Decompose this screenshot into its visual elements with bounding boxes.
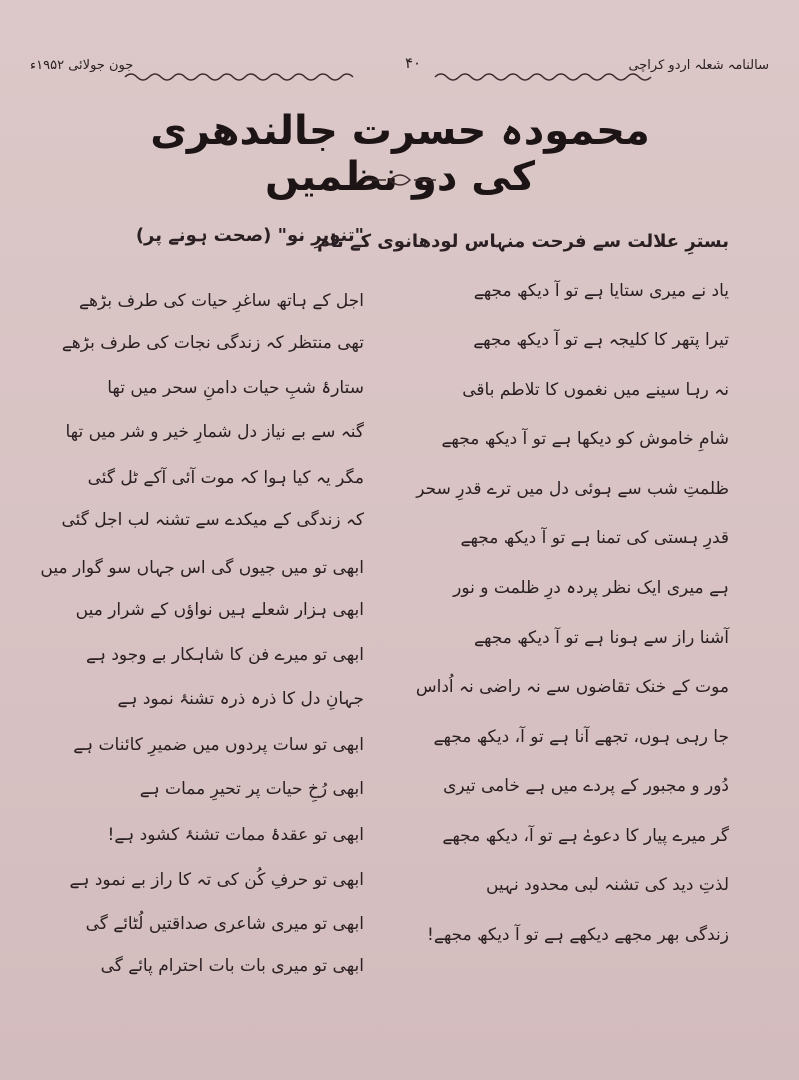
poem-right [317,215,729,1055]
poem-line: مگر یہ کیا ہوا کہ موت آئی آکے ٹل گئی [87,468,364,488]
page-number: ۴۰ [405,54,422,72]
running-head [30,54,769,88]
poem-line: ظلمتِ شب سے ہوئی دل میں ترے قدرِ سحر [416,479,729,499]
poem-line: کہ زندگی کے میکدے سے تشنہ لب اجل گئی [61,510,364,530]
running-head-date: جون جولائی ۱۹۵۲ء [30,58,134,73]
poem-line: ہے میری ایک نظر پردہ درِ ظلمت و نور [453,578,729,598]
poem-left [34,215,364,1055]
poem-line: جا رہی ہوں، تجھے آنا ہے تو آ، دیکھ مجھے [433,727,729,747]
poem-left-heading: "تنویرِ نو" (صحت ہونے پر) [135,225,364,246]
poem-line: ابھی تو میری بات بات احترام پائے گی [100,956,364,976]
poem-line: یاد نے میری ستایا ہے تو آ دیکھ مجھے [473,281,729,301]
poem-line: گنہ سے بے نیاز دل شمارِ خیر و شر میں تھا [65,422,364,442]
poem-line: نہ رہا سینے میں نغموں کا تلاطم باقی [462,380,729,400]
poem-line: قدرِ ہستی کی تمنا ہے تو آ دیکھ مجھے [460,528,729,548]
poem-line: ابھی تو میں جیوں گی اس جہاں سو گوار میں [40,558,364,578]
ornament-divider [360,170,440,190]
poem-line: لذتِ دید کی تشنہ لبی محدود نہیں [485,875,729,895]
poem-line: ابھی تو حرفِ کُن کی تہ کا راز بے نمود ہے [69,870,364,890]
poem-line: اجل کے ہاتھ ساغرِ حیات کی طرف بڑھے [79,291,364,311]
poem-line: شامِ خاموش کو دیکھا ہے تو آ دیکھ مجھے [441,429,729,449]
running-head-publication: سالنامہ شعلہ اردو کراچی [628,58,769,73]
poem-line: ابھی تو میری شاعری صداقتیں لُٹائے گی [85,914,364,934]
wavy-rule-divider [30,70,769,84]
poem-line: جہانِ دل کا ذرہ ذرہ تشنۂ نمود ہے [117,689,364,709]
poem-right-heading: بسترِ علالت سے فرحت منہاس لودھانوی کے نام [317,231,729,252]
poem-line: تیرا پتھر کا کلیجہ ہے تو آ دیکھ مجھے [473,330,729,350]
poem-line: ابھی تو میرے فن کا شاہکار بے وجود ہے [86,645,364,665]
poem-line: موت کے خنک تقاضوں سے نہ راضی نہ اُداس [415,677,729,697]
poem-line: ابھی تو سات پردوں میں ضمیرِ کائنات ہے [73,735,364,755]
poem-line: آشنا راز سے ہونا ہے تو آ دیکھ مجھے [474,628,729,648]
poem-line: تھی منتظر کہ زندگی نجات کی طرف بڑھے [61,333,364,353]
poem-line: ستارۂ شبِ حیات دامنِ سحر میں تھا [107,378,364,398]
poem-line: ابھی تو عقدۂ ممات تشنۂ کشود ہے! [107,825,364,845]
poem-line: گر میرے پیار کا دعوےٰ ہے تو آ، دیکھ مجھے [442,826,729,846]
poem-line: زندگی بھر مجھے دیکھے ہے تو آ دیکھ مجھے! [427,925,729,945]
poem-line: ابھی ہزار شعلے ہیں نواؤں کے شرار میں [75,600,364,620]
poem-line: دُور و مجبور کے پردے میں ہے خامی تیری [443,776,729,796]
page-title: محمودہ حسرت جالندھری کی دو نظمیں [150,108,650,200]
poem-line: ابھی رُخِ حیات پر تحیرِ ممات ہے [139,779,364,799]
